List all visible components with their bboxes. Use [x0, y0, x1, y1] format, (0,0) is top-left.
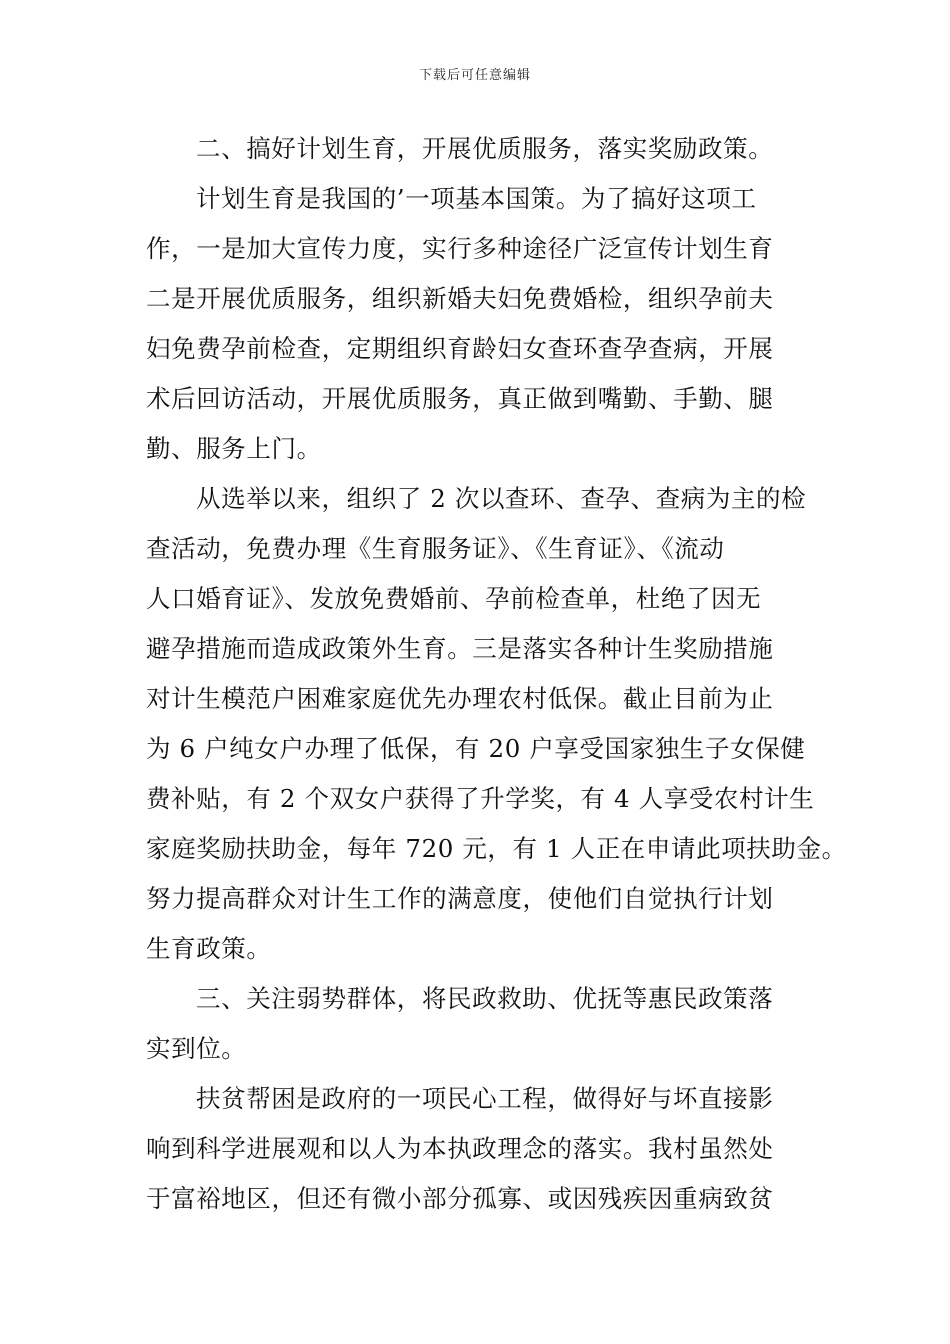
body-line: 作，一是加大宣传力度，实行多种途径广泛宣传计划生育	[146, 234, 774, 263]
body-line: 家庭奖励扶助金，每年 720 元，有 1 人正在申请此项扶助金。	[146, 834, 847, 863]
section-heading-3: 三、关注弱势群体，将民政救助、优抚等惠民政策落	[196, 984, 774, 1013]
body-line: 妇免费孕前检查，定期组织育龄妇女查环查孕查病，开展	[146, 334, 774, 363]
body-line: 避孕措施而造成政策外生育。三是落实各种计生奖励措施	[146, 634, 774, 663]
body-line: 费补贴，有 2 个双女户获得了升学奖，有 4 人享受农村计生	[146, 784, 815, 813]
body-line: 术后回访活动，开展优质服务，真正做到嘴勤、手勤、腿	[146, 384, 774, 413]
body-line: 从选举以来，组织了 2 次以查环、查孕、查病为主的检	[196, 484, 807, 513]
body-line: 人口婚育证》、发放免费婚前、孕前检查单，杜绝了因无	[146, 584, 762, 613]
body-line: 二是开展优质服务，组织新婚夫妇免费婚检，组织孕前夫	[146, 284, 774, 313]
body-line: 于富裕地区，但还有微小部分孤寡、或因残疾因重病致贫	[146, 1184, 774, 1213]
body-line: 查活动，免费办理《生育服务证》、《生育证》、《流动	[146, 534, 725, 563]
body-line: 实到位。	[146, 1034, 247, 1063]
section-heading-2: 二、搞好计划生育，开展优质服务，落实奖励政策。	[196, 134, 774, 163]
body-line: 对计生模范户困难家庭优先办理农村低保。截止目前为止	[146, 684, 774, 713]
page-header: 下载后可任意编辑	[418, 68, 531, 83]
body-line: 计划生育是我国的’一项基本国策。为了搞好这项工	[196, 184, 757, 213]
body-line: 为 6 户纯女户办理了低保，有 20 户享受国家独生子女保健	[146, 734, 806, 763]
body-line: 响到科学进展观和以人为本执政理念的落实。我村虽然处	[146, 1134, 774, 1163]
body-line: 努力提高群众对计生工作的满意度，使他们自觉执行计划	[146, 884, 774, 913]
body-line: 扶贫帮困是政府的一项民心工程，做得好与坏直接影	[196, 1084, 774, 1113]
document-body	[146, 124, 847, 1224]
body-line: 勤、服务上门。	[146, 434, 322, 463]
body-line: 生育政策。	[146, 934, 272, 963]
